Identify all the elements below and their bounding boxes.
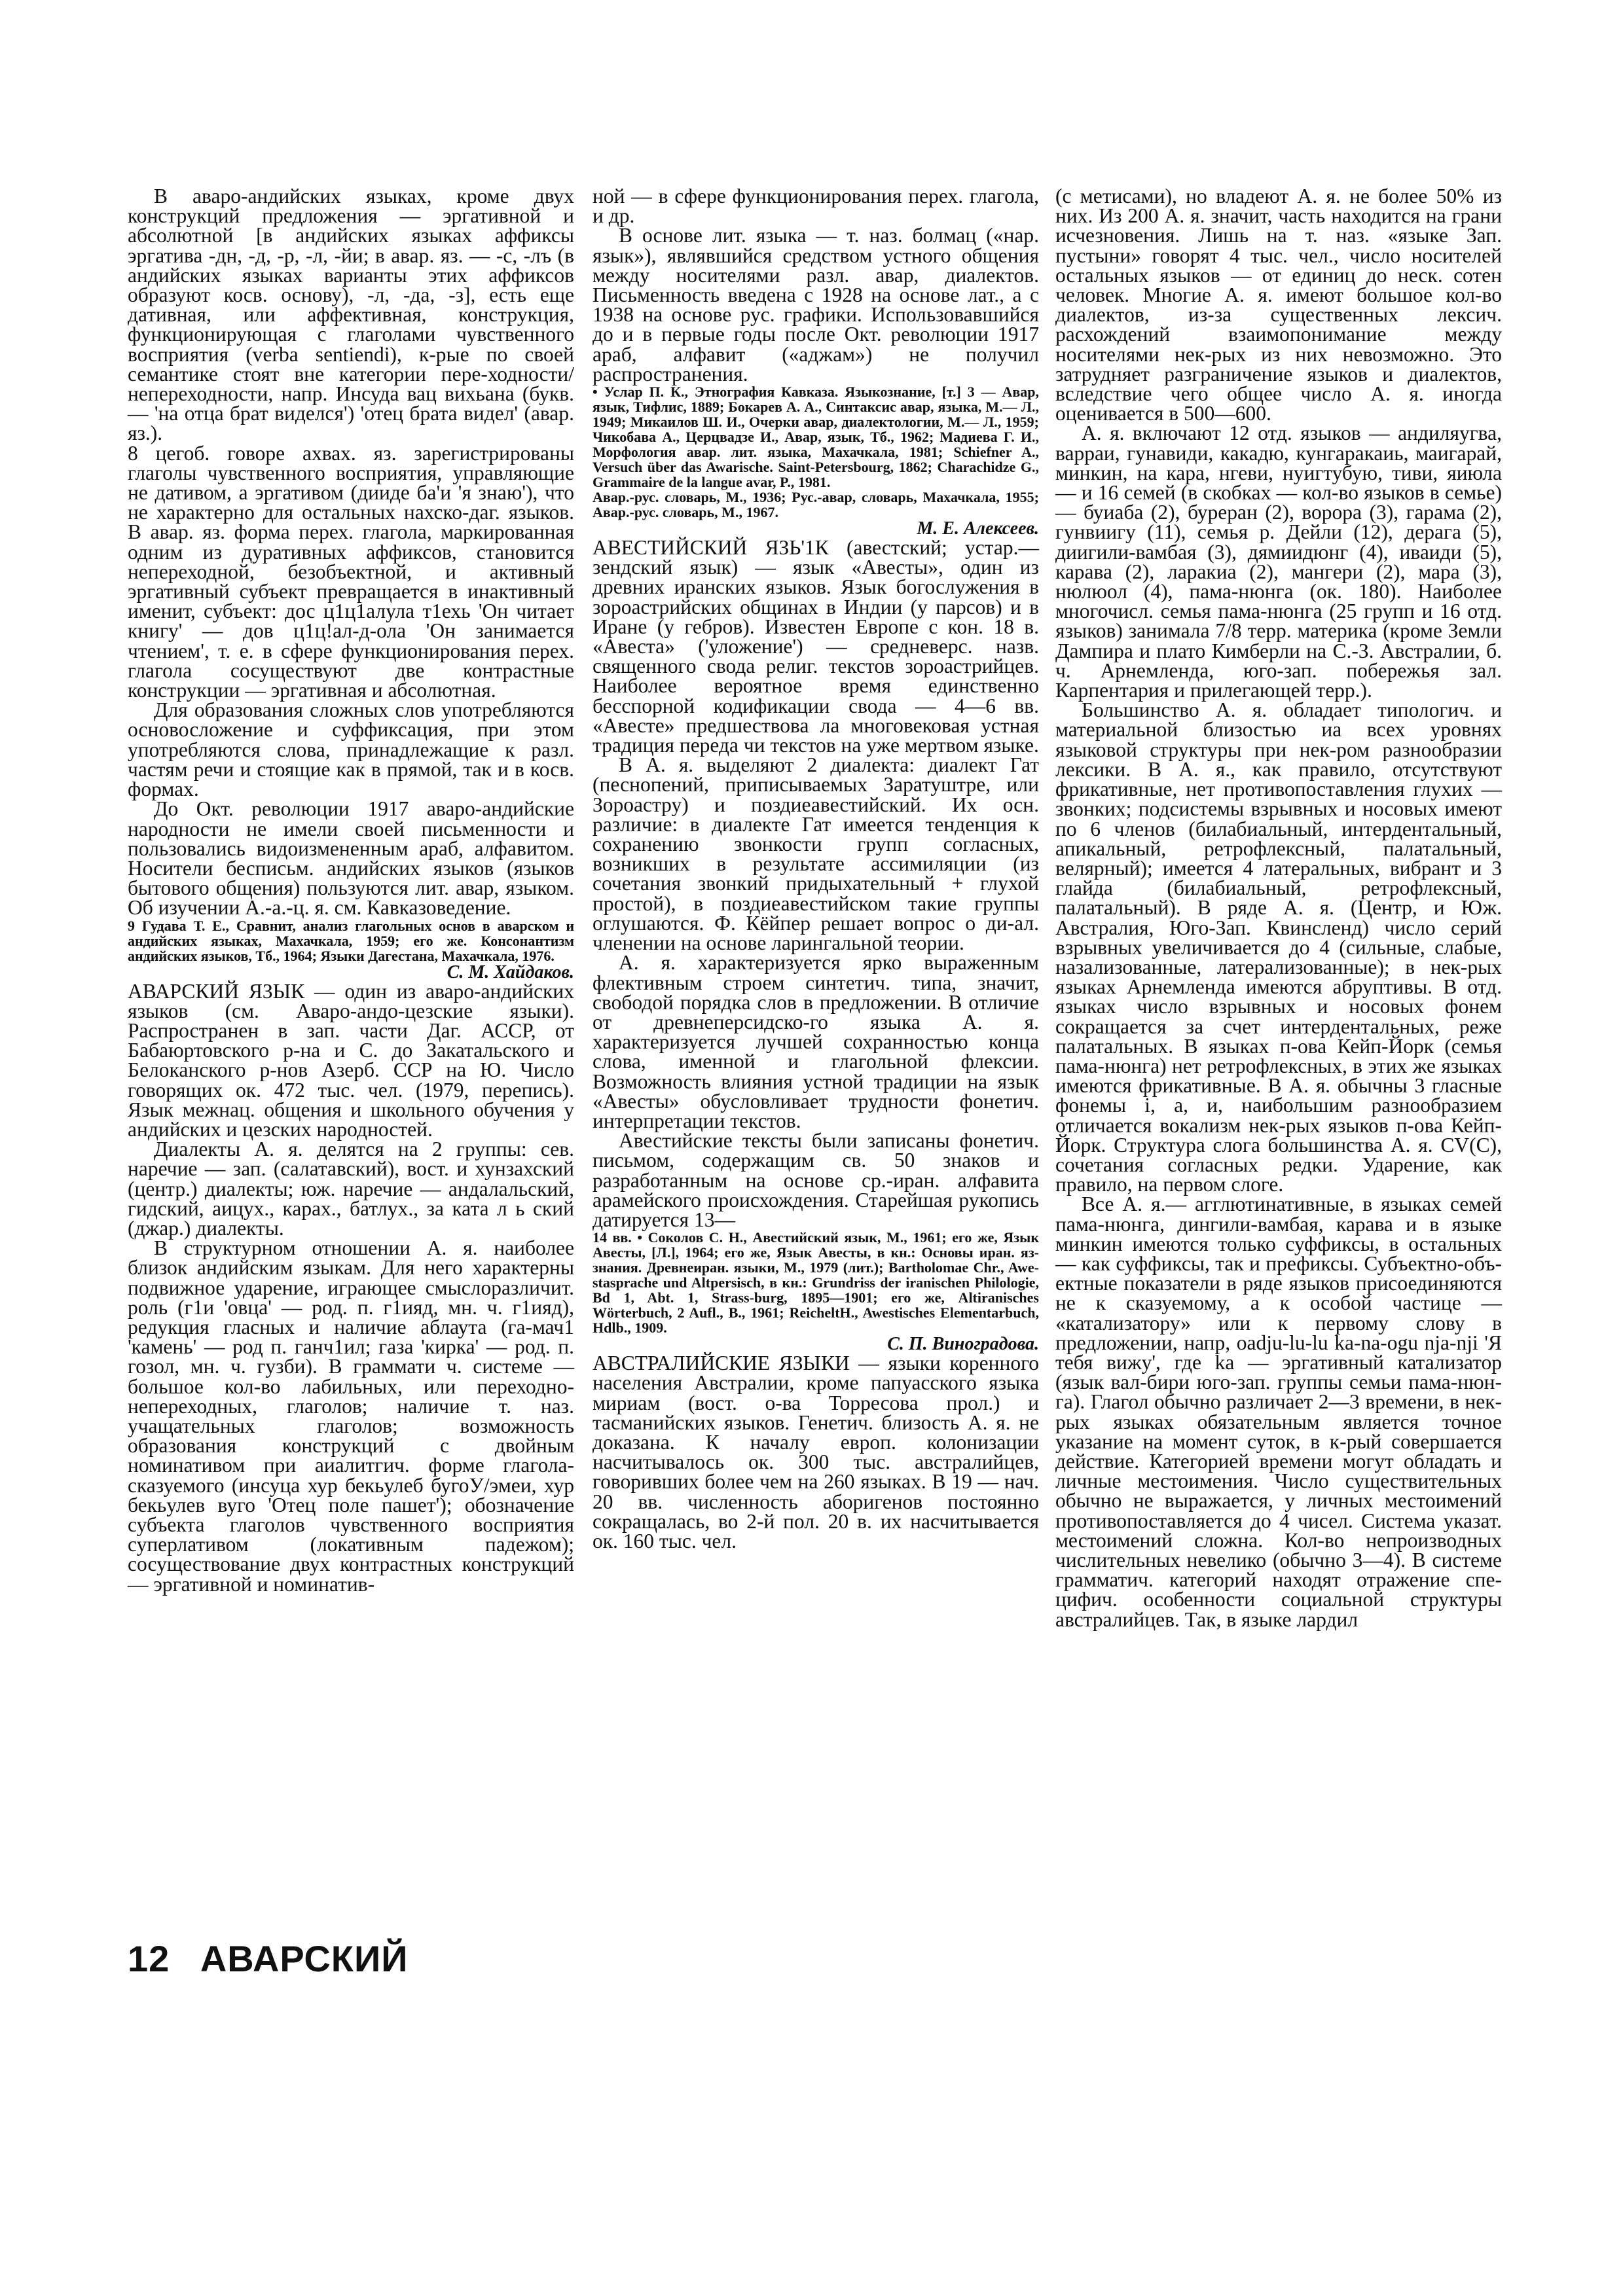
paragraph: А. я. включают 12 отд. языков — андиляугва, варраи, гунавиди, какадю, кунгаракаиь, маигарай, минкин, на кара, нгеви, нуигтубую, тиви, яиюла — и 16 семей (в скобках — кол-во языков в семье) — буиаба (2), буреран (2), ворора (3), гарама (2), гунвиигу (11), семья р. Дейли (12), дерага (5), диигили-вамбая (3), дямиидюнг (4), иваиди (5), карава (2), ларакиа (2), мангери (2), мара (3), нюлюол (4), пама-нюнга (ок. 180). Наиболее многочисл. семья пама-нюнга (25 групп и 16 отд. языков) занимала 7/8 терр. материка (кроме Земли Дампира и плато Кимберли на С.-З. Австралии, б. ч. Арнемленда, юго-зап. побережья зал. Карпентария и прилегающей терр.). xyxy=(1055,422,1502,702)
paragraph: В аваро-андийских языках, кроме двух конструкций предложения — эргативной и абсолютной [в андийских языках аффиксы эргатива -дн, -д, -р, -л, -йи; в авар. яз. — -с, -лъ (в андийских языках варианты этих аффиксов образуют косв. основу), -л, -да, -з], есть еще дативная, или аффективная, конструкция, функционирующая с глаголами чувственного восприятия (verba sentiendi), к-рые по своей семантике стоят вне категории пере-ходности/непереходности, напр. Инсуда вац вихьана (букв.— 'на отца брат виделся') 'отец брата видел' (авар. яз.). xyxy=(128,185,574,445)
paragraph: АВАРСКИЙ ЯЗЫК — один из аваро-андийских языков (см. Аваро-андо-цезские языки). Распространен в зап. части Даг. АССР, от Бабаюртовского р-на и С. до Закатальского и Белоканского р-нов Азерб. ССР на Ю. Число говорящих ок. 472 тыс. чел. (1979, перепись). Язык межнац. общения и школьного обучения у андийских и цезских народностей. xyxy=(128,979,574,1141)
paragraph: В А. я. выделяют 2 диалекта: диалект Гат (песнопений, приписываемых Заратуштре, или Зороастру) и поздиеавестийский. Их осн. различие: в диалекте Гат имеется тенденция к сохранению звонкости групп согласных, возникших в результате ассимиляции (из сочетания звонкий придыхательный + глухой простой), в поздиеавестийском такие группы оглушаются. Ф. Кёйпер решает вопрос о ди-ал. членении на основе ларингальной теории. xyxy=(593,753,1039,955)
text-column-2 xyxy=(593,187,1039,1551)
paragraph: ной — в сфере функционирования перех. глагола, и др. xyxy=(593,185,1039,228)
paragraph: АВЕСТИЙСКИЙ ЯЗЬ'1К (авестский; устар.— зендский язык) — язык «Авесты», один из древних иранских языков. Язык богослужения в зороастрийских общинах в Индии (у парсов) и в Иране (у гебров). Известен Европе с кон. 18 в. «Авеста» ('уложение') — средневерс. назв. священного свода религ. текстов зороастрийцев. Наиболее вероятное время единственно бесспорной кодификации свода — 4—6 вв. «Авесте» предшествова ла многовековая устная традиция переда чи текстов на уже мертвом языке. xyxy=(593,536,1039,757)
paragraph: 8 цегоб. говоре ахвах. яз. зарегистрированы глаголы чувственного восприятия, управляющие не дативом, а эргативом (дииде ба'и 'я знаю'), что не характерно для остальных нахско-даг. языков. В авар. яз. форма перех. глагола, маркированная одним из дуративных аффиксов, становится непереходной, безобъектной, и активный эргативный субъект превращается в инактивный именит, субъект: дос ц1ц1алула т1ехь 'Он читает книгу' — дов ц1ц!ал-д-ола 'Он занимается чтением', т. е. в сфере функционирования перех. глагола сосуществуют две контрастные конструкции — эргативная и абсолютная. xyxy=(128,441,574,702)
author-signature: С. М. Хайдаков. xyxy=(447,961,574,982)
text-column-3 xyxy=(1055,187,1502,1630)
paragraph: В структурном отношении А. я. наиболее близок андийским языкам. Для него характерны подвижное ударение, играющее смыслоразличит. роль (г1и 'овца' — род. п. г1ияд, мн. ч. г1ияд), редукция гласных и наличие аблаута (га-мач1 'камень' — род п. ганч1ил; газа 'кирка' — род. п. гозол, мн. ч. гузби). В граммати ч. системе — большое кол-во лабильных, или переходно-непереходных, глаголов; наличие т. наз. учащательных глаголов; возможность образования конструкций с двойным номинативом при аиалитгич. форме глагола-сказуемого (инсуца хур бекьулеб бугоУ/эмеи, хур бекьулев вуго 'Отец поле пашет'); обозначение субъекта глаголов чувственного восприятия суперлативом (локативным падежом); сосуществование двух контрастных конструкций — эргативной и номинатив- xyxy=(128,1236,574,1596)
paragraph: До Окт. революции 1917 аваро-андийские народности не имели своей письменности и пользовались видоизмененным араб, алфавитом. Носители бесписьм. андийских языков (языков бытового общения) пользуются лит. авар, языком. Об изучении А.-а.-ц. я. см. Кавказоведение. xyxy=(128,797,574,920)
paragraph: А. я. характеризуется ярко выраженным флективным строем синтетич. типа, значит, свободой порядка слов в предложении. В отличие от древнеперсидско-го языка А. я. характеризуется лучшей сохранностью конца слова, именной и глагольной флексии. Возможность влияния устной традиции на язык «Авесты» обусловливает трудности фонетич. интерпретации текстов. xyxy=(593,951,1039,1132)
text-column-1 xyxy=(128,187,574,1594)
paragraph: Большинство А. я. обладает типологич. и материальной близостью иа всех уровнях языковой структуры при нек-ром разнообразии лексики. В А. я., как правило, отсутствуют фрикативные, нет противопоставления глухих — звонких; подсистемы взрывных и носовых имеют по 6 членов (билабиальный, интердентальный, апикальный, ретрофлексный, палатальный, велярный); имеется 4 латеральных, вибрант и 3 глайда (билабиальный, ретрофлексный, палатальный). В ряде А. я. (Центр, и Юж. Австралия, Юго-Зап. Квинсленд) число серий взрывных увеличивается до 4 (сильные, слабые, назализованные, латерализованные); в нек-рых языках Арнемленда имеются абруптивы. В отд. языках число взрывных и носовых фонем сокращается за счет интердентальных, реже палатальных. В языках п-ова Кейп-Йорк (семья пама-нюнга) нет ретрофлексных, в этих же языках имеются фрикативные. В А. я. обычны 3 гласные фонемы i, а, и, наибольшим разнообразием отличается вокализм нек-рых языков п-ова Кейп-Йорк. Структура слога большинства А. я. CV(C), сочетания согласных редки. Ударение, как правило, на первом слоге. xyxy=(1055,698,1502,1196)
paragraph: Для образования сложных слов употребляются основосложение и суффиксация, при этом употребляются слова, принадлежащие к разл. частям речи и стоящие как в прямой, так и в косв. формах. xyxy=(128,698,574,801)
paragraph: АВСТРАЛИЙСКИЕ ЯЗЫКИ — языки коренного населения Австралии, кроме папуасского языка мириам (вост. о-ва Торресова прол.) и тасманийских языков. Генетич. близость А. я. не доказана. К началу европ. колонизации насчитывалось ок. 300 тыс. австралийцев, говоривших более чем на 260 языках. В 19 — нач. 20 вв. численность аборигенов постоянно сокращалась, во 2-й пол. 20 в. их насчитывается ок. 160 тыс. чел. xyxy=(593,1352,1039,1552)
bibliography-entry: 9 Гудава Т. Е., Сравнит, анализ глагольных основ в аварском и андийских языках, Махачкала, 1959; его же. Консонантизм андийских языков, Тб., 1964; Языки Дагестана, Махачкала, 1976. xyxy=(128,917,574,964)
bibliography-entry: • Услар П. К., Этнография Кавказа. Языкознание, [т.] 3 — Авар, язык, Тифлис, 1889; Бокарев А. А., Синтаксис авар, языка, М.— Л., 1949; Микаилов Ш. И., Очерки авар, диалектологии, М.— Л., 1959; Чикобава А., Церцвадзе И., Авар, язык, Тб., 1962; Мадиева Г. И., Морфология авар. лит. языка, Махачкала, 1981; Schiefner A., Versuch über das Awarische. Saint-Petersbourg, 1862; Charachidze G., Grammaire de la langue avar, P., 1981. xyxy=(593,384,1039,491)
page-footer xyxy=(128,1937,428,1980)
paragraph: Авестийские тексты были записаны фонетич. письмом, содержащим св. 50 знаков и разработанным на основе ср.-иран. алфавита арамейского происхождения. Старейшая рукопись датируется 13— xyxy=(593,1129,1039,1231)
running-head: АВАРСКИЙ xyxy=(200,1938,409,1979)
paragraph: Все А. я.— агглютинативные, в языках семей пама-нюнга, дингили-вамбая, карава и в языке минкин имеются только суффиксы, в остальных — как суффиксы, так и префиксы. Субъектно-объ-ектные показатели в ряде языков присоединяются не к сказуемому, а к особой частице — «катализатору» или к первому слову в предложении, напр, oadju-lu-lu ka-na-ogu nja-nji 'Я тебя вижу', где ka — эргативный катализатор (язык вал-бири юго-зап. группы семьи пама-нюн-га). Глагол обычно различает 2—3 времени, в нек-рых языках обязательным является точное указание на момент суток, в к-рый совершается действие. Категорией времени могут обладать и личные местоимения. Число существительных обычно не выражается, у личных местоимений противопоставляется до 4 чисел. Система указат. местоимений сложна. Кол-во непроизводных числительных невелико (обычно 3—4). В системе грамматич. категорий находят отражение спе-цифич. особенности социальной структуры австралийцев. Так, в языке лардил xyxy=(1055,1193,1502,1631)
author-signature: М. Е. Алексеев. xyxy=(917,518,1039,539)
paragraph: (с метисами), но владеют А. я. не более 50% из них. Из 200 А. я. значит, часть находится на грани исчезновения. Лишь на т. наз. «языке Зап. пустыни» говорят 4 тыс. чел., число носителей остальных языков — от единиц до неск. сотен человек. Многие А. я. имеют большое кол-во диалектов, из-за существенных лексич. расхождений взаимопонимание между носителями нек-рых из них невозможно. Это затрудняет разграничение языков и диалектов, вследствие чего общее число А. я. иногда оценивается в 500—600. xyxy=(1055,185,1502,425)
bibliography-entry: Авар.-рус. словарь, М., 1936; Рус.-авар, словарь, Махачкала, 1955; Авар.-рус. словарь, М., 1967. xyxy=(593,489,1039,521)
paragraph: В основе лит. языка — т. наз. болмац («нар. язык»), являвшийся средством устного общения между носителями разл. авар, диалектов. Письменность введена с 1928 на основе лат., а с 1938 на основе рус. графики. Использовавшийся до и в первые годы после Окт. революции 1917 араб, алфавит («аджам») не получил распространения. xyxy=(593,224,1039,386)
page-number: 12 xyxy=(128,1938,170,1979)
bibliography-entry: 14 вв. • Соколов С. Н., Авестийский язык, М., 1961; его же, Язык Авесты, [Л.], 1964; его же, Язык Авесты, в кн.: Основы иран. яз-знания. Древнеиран. языки, М., 1979 (лит.); Bartholomae Chr., Awe-stasprache und Altpersisch, в кн.: Grundriss der iranischen Philologie, Bd 1, Abt. 1, Strass-burg, 1895—1901; его же, Altiranisches Wörterbuch, 2 Aufl., B., 1961; ReicheltH., Awestisches Elementarbuch, Hdlb., 1909. xyxy=(593,1229,1039,1336)
author-signature: С. П. Виноградова. xyxy=(887,1334,1039,1355)
paragraph: Диалекты А. я. делятся на 2 группы: сев. наречие — зап. (салатавский), вост. и хунзахский (центр.) диалекты; юж. наречие — андалальский, гидский, аицух., карах., батлух., за ката л ь ский (джар.) диалекты. xyxy=(128,1138,574,1240)
